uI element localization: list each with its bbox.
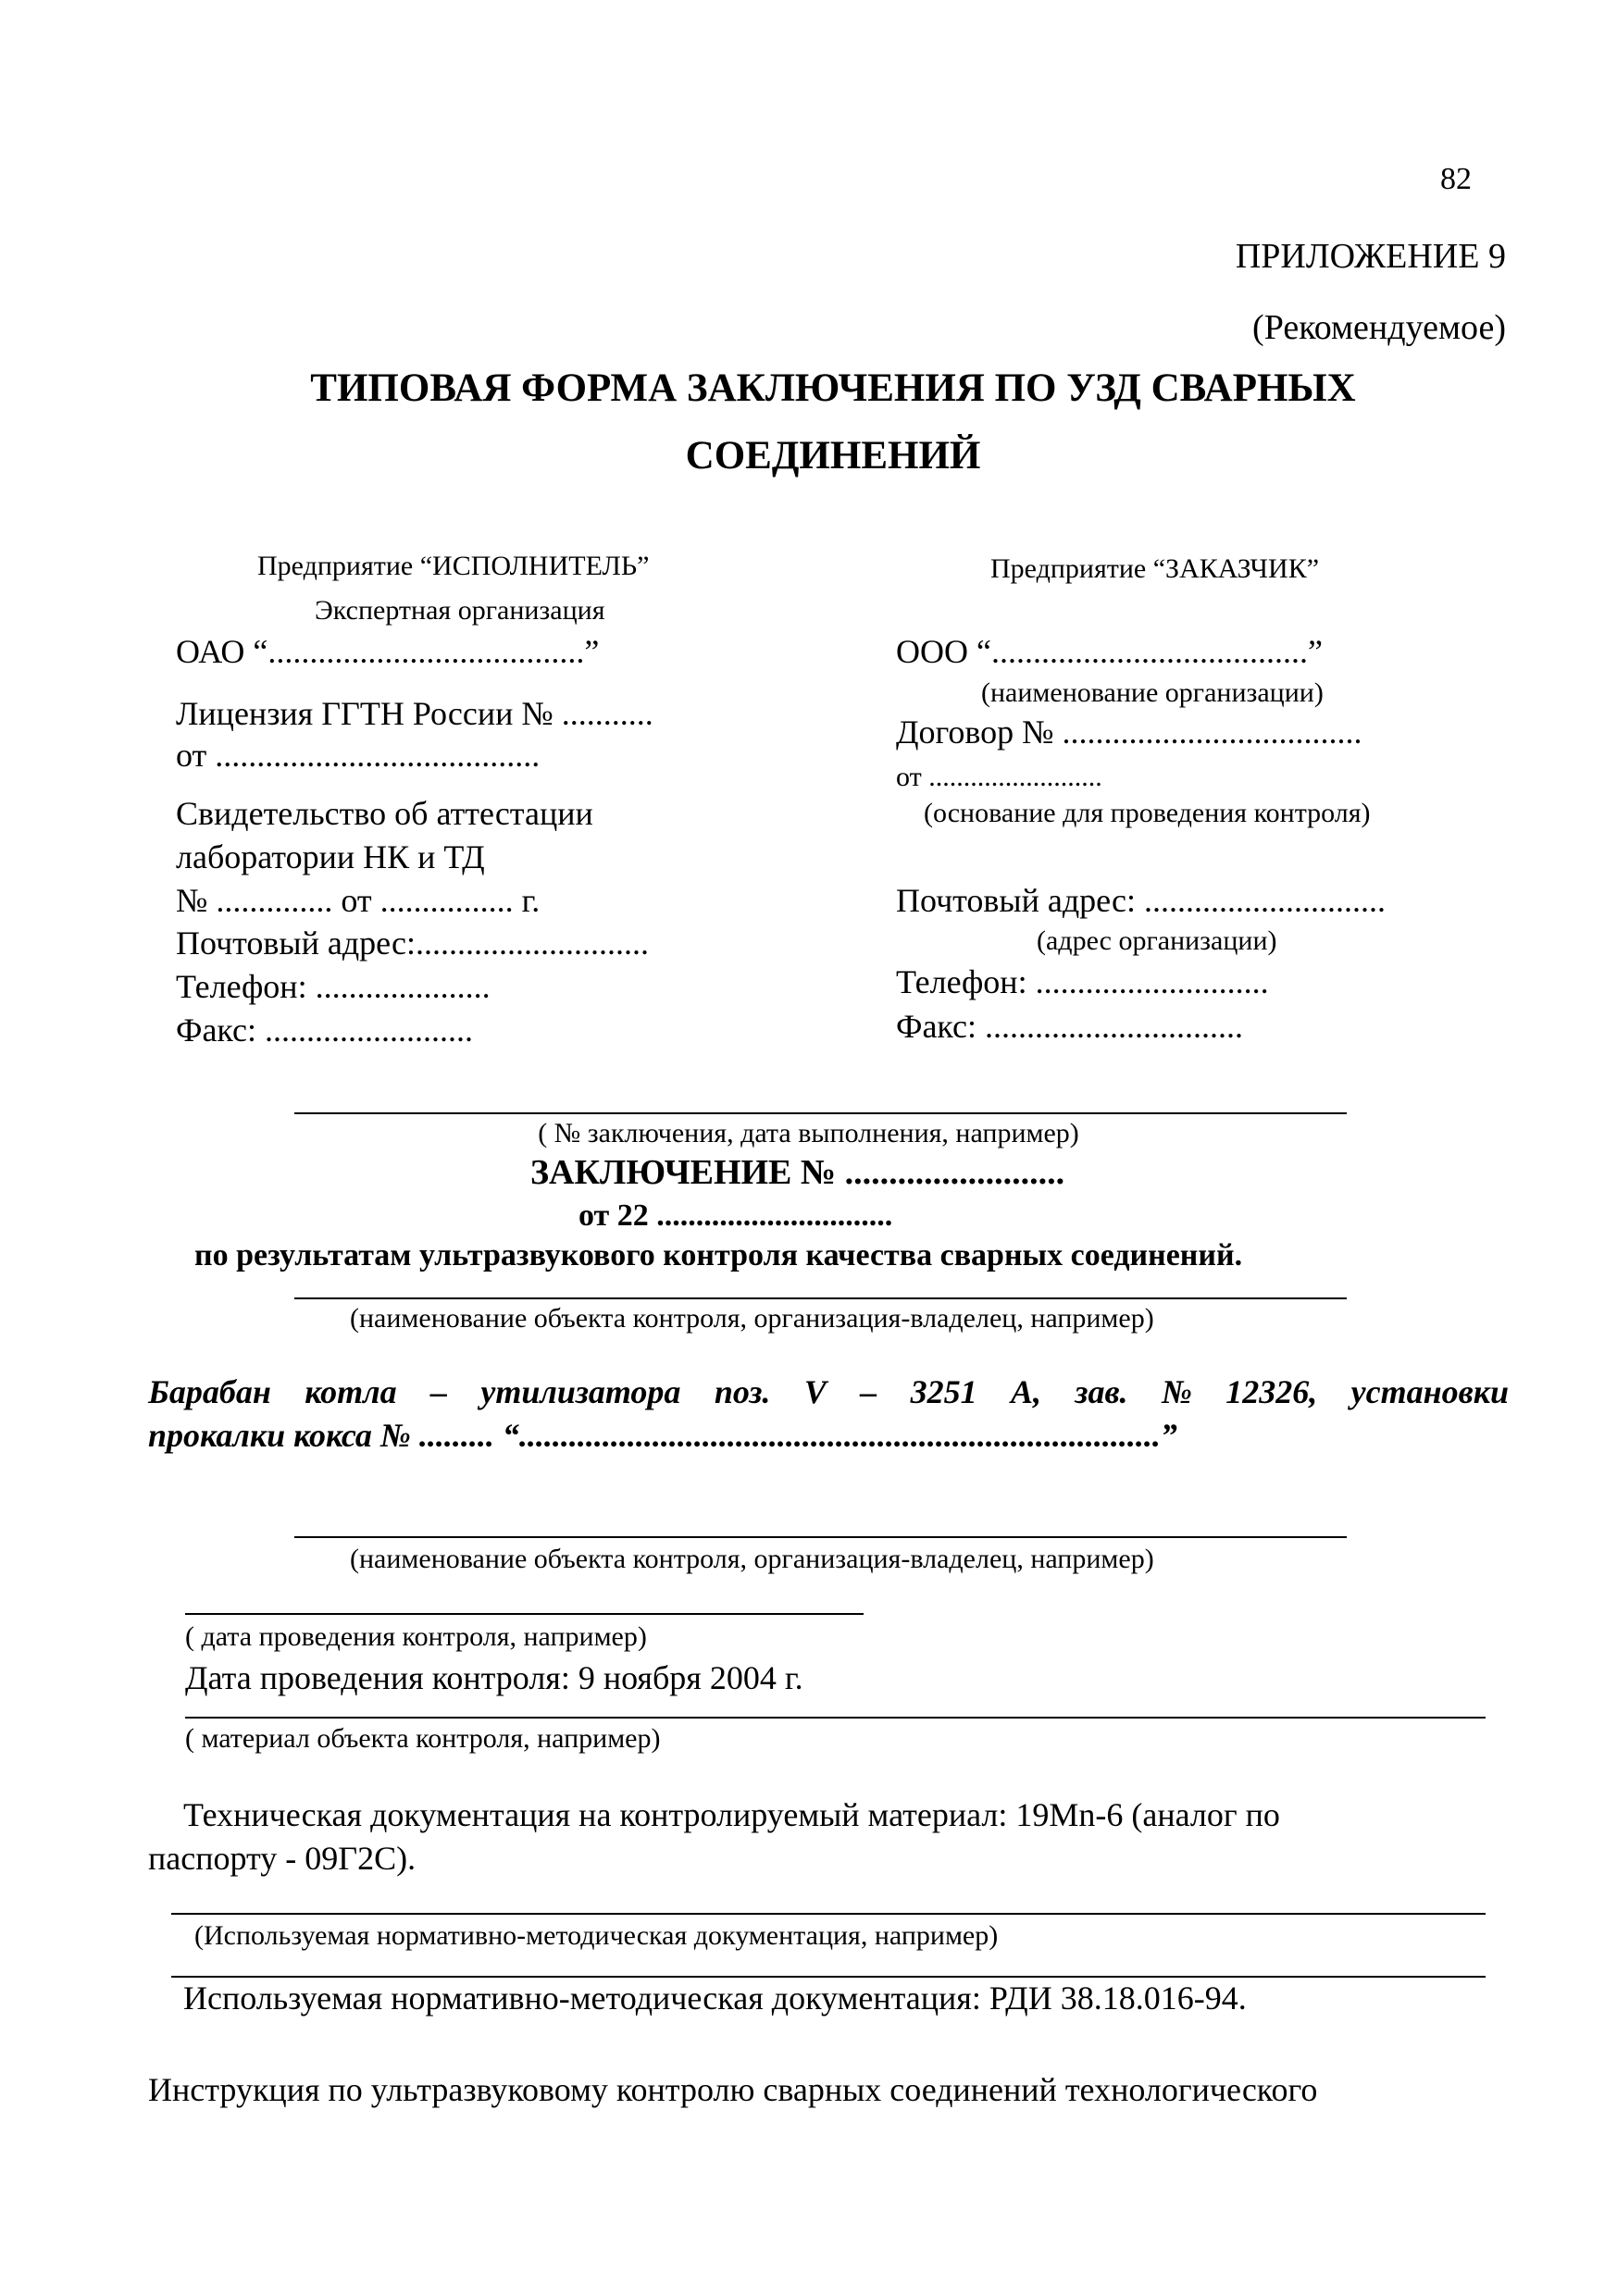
- object-note-2: (наименование объекта контроля, организация-владелец, например): [350, 1544, 1154, 1574]
- object-word: –: [860, 1373, 877, 1410]
- executor-subheader: Экспертная организация: [315, 595, 605, 626]
- object-word: Барабан: [148, 1373, 271, 1410]
- conclusion-number-note: ( № заключения, дата выполнения, например): [538, 1118, 1079, 1148]
- object-word: зав.: [1075, 1373, 1128, 1410]
- executor-header: Предприятие “ИСПОЛНИТЕЛЬ”: [257, 551, 650, 581]
- control-date-note: ( дата проведения контроля, например): [185, 1621, 647, 1652]
- document-title-line2: СОЕДИНЕНИЙ: [685, 434, 981, 478]
- customer-org-note: (наименование организации): [981, 677, 1324, 708]
- normative-note: (Используемая нормативно-методическая документация, например): [194, 1920, 999, 1951]
- appendix-label: ПРИЛОЖЕНИЕ 9: [1235, 237, 1506, 276]
- executor-address: Почтовый адрес:............................: [176, 925, 650, 962]
- executor-certificate-number: № .............. от ................ г.: [176, 882, 541, 919]
- document-title-line1: ТИПОВАЯ ФОРМА ЗАКЛЮЧЕНИЯ ПО УЗД СВАРНЫХ: [310, 366, 1356, 410]
- conclusion-subject: по результатам ультразвукового контроля качества сварных соединений.: [194, 1238, 1243, 1272]
- customer-contract: Договор № ....................................: [896, 714, 1362, 751]
- customer-contract-date: от .........................: [896, 762, 1102, 792]
- customer-address: Почтовый адрес: .............................: [896, 882, 1387, 919]
- material-note: ( материал объекта контроля, например): [185, 1723, 661, 1754]
- normative-value: Используемая нормативно-методическая документация: РДИ 38.18.016-94.: [183, 1980, 1247, 2017]
- object-word: установки: [1350, 1373, 1509, 1410]
- executor-org: ОАО “......................................”: [176, 633, 600, 670]
- material-rule: [185, 1717, 1486, 1719]
- object-note: (наименование объекта контроля, организация-владелец, например): [350, 1303, 1154, 1334]
- object-word: утилизатора: [480, 1373, 681, 1410]
- conclusion-heading: ЗАКЛЮЧЕНИЕ № .........................: [530, 1153, 1065, 1192]
- material-line1: Техническая документация на контролируемый материал: 19Mn-6 (аналог по: [183, 1796, 1280, 1833]
- object-word: №: [1161, 1373, 1192, 1410]
- object-word: поз.: [714, 1373, 771, 1410]
- object-line2: прокалки кокса № ......... “.............................................................................”: [148, 1417, 1177, 1454]
- object-line1: [148, 1372, 1509, 1411]
- object-word: –: [429, 1373, 447, 1410]
- executor-phone: Телефон: .....................: [176, 968, 491, 1005]
- customer-phone: Телефон: ............................: [896, 963, 1269, 1000]
- normative-rule-2: [171, 1976, 1486, 1978]
- normative-rule: [171, 1913, 1486, 1915]
- executor-fax: Факс: .........................: [176, 1011, 473, 1049]
- object-word: А,: [1011, 1373, 1042, 1410]
- conclusion-date: от 22 ..............................: [578, 1198, 893, 1233]
- control-date-value: Дата проведения контроля: 9 ноября 2004 г.: [185, 1659, 803, 1696]
- object-rule: [294, 1297, 1347, 1299]
- executor-certificate-line2: лаборатории НК и ТД: [176, 838, 485, 875]
- page-number: 82: [1440, 162, 1472, 196]
- executor-license: Лицензия ГГТН России № ...........: [176, 695, 653, 732]
- customer-header: Предприятие “ЗАКАЗЧИК”: [990, 553, 1320, 584]
- object-word: 12326,: [1225, 1373, 1318, 1410]
- material-line2: паспорту - 09Г2С).: [148, 1840, 417, 1877]
- object-word: V: [803, 1373, 827, 1410]
- executor-certificate-line1: Свидетельство об аттестации: [176, 795, 593, 832]
- customer-basis-note: (основание для проведения контроля): [924, 798, 1371, 828]
- object-rule-2: [294, 1536, 1347, 1538]
- customer-org: ООО “......................................”: [896, 633, 1323, 670]
- control-date-rule: [185, 1613, 864, 1615]
- executor-license-date: от .......................................: [176, 737, 541, 774]
- instruction-text: Инструкция по ультразвуковому контролю сварных соединений технологического: [148, 2071, 1318, 2108]
- conclusion-number-rule: [294, 1112, 1347, 1114]
- object-word: котла: [305, 1373, 397, 1410]
- customer-address-note: (адрес организации): [1037, 925, 1277, 956]
- appendix-type: (Рекомендуемое): [1252, 308, 1506, 347]
- customer-fax: Факс: ...............................: [896, 1008, 1243, 1045]
- object-word: 3251: [910, 1373, 977, 1410]
